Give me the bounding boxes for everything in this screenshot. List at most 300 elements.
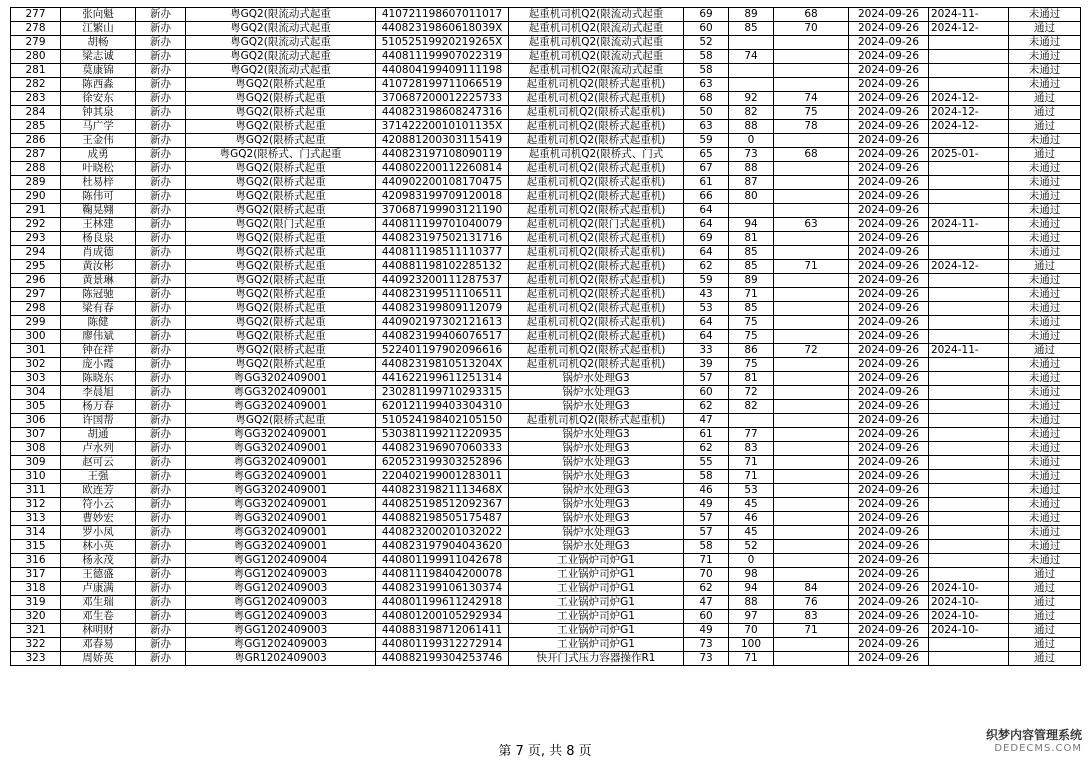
cell-cert-no: 粤GG3202409001 (186, 386, 376, 400)
cell-score-2 (729, 78, 774, 92)
cell-score-2: 82 (729, 400, 774, 414)
table-row (11, 274, 1081, 288)
cell-score-2: 85 (729, 246, 774, 260)
cell-type: 新办 (136, 190, 186, 204)
cell-seq: 285 (11, 120, 61, 134)
cell-seq: 283 (11, 92, 61, 106)
cell-exam-date: 2024-09-26 (849, 414, 929, 428)
cell-id-number: 37142220010101135X (376, 120, 509, 134)
cell-result: 未通过 (1009, 330, 1081, 344)
cell-result: 通过 (1009, 92, 1081, 106)
cell-type: 新办 (136, 232, 186, 246)
cell-score-1: 47 (684, 414, 729, 428)
cell-type: 新办 (136, 610, 186, 624)
table-row (11, 554, 1081, 568)
cell-seq: 322 (11, 638, 61, 652)
cell-exam-date: 2024-09-26 (849, 386, 929, 400)
cell-score-2: 94 (729, 582, 774, 596)
cell-exam-item: 起重机司机Q2(限桥式起重机) (509, 92, 684, 106)
cell-seq: 284 (11, 106, 61, 120)
table-row (11, 596, 1081, 610)
cell-cert-no: 粤GG3202409001 (186, 372, 376, 386)
cell-id-number: 440801199911042678 (376, 554, 509, 568)
cell-name: 胡通 (61, 428, 136, 442)
cell-score-2: 100 (729, 638, 774, 652)
cell-score-2: 88 (729, 120, 774, 134)
table-row (11, 260, 1081, 274)
cell-seq: 293 (11, 232, 61, 246)
cell-score-3 (774, 232, 849, 246)
cell-id-number: 440823199106130374 (376, 582, 509, 596)
cell-type: 新办 (136, 372, 186, 386)
cell-result: 通过 (1009, 624, 1081, 638)
cell-name: 王德盛 (61, 568, 136, 582)
cell-issue-date (929, 134, 1009, 148)
cell-issue-date: 2024-10- (929, 596, 1009, 610)
cell-score-1: 69 (684, 232, 729, 246)
cell-cert-no: 粤GG3202409001 (186, 428, 376, 442)
table-row (11, 484, 1081, 498)
cell-issue-date (929, 414, 1009, 428)
cell-score-3 (774, 568, 849, 582)
cell-seq: 307 (11, 428, 61, 442)
cell-exam-date: 2024-09-26 (849, 64, 929, 78)
cell-id-number: 230281199710293315 (376, 386, 509, 400)
cell-exam-item: 起重机司机Q2(限桥式起重机) (509, 78, 684, 92)
cell-exam-item: 起重机司机Q2(限桥式起重机) (509, 288, 684, 302)
cell-cert-no: 粤GQ2(限桥式起重 (186, 134, 376, 148)
cell-score-3 (774, 554, 849, 568)
cell-seq: 279 (11, 36, 61, 50)
cell-result: 未通过 (1009, 218, 1081, 232)
cell-id-number: 440811199907022319 (376, 50, 509, 64)
cell-score-3 (774, 442, 849, 456)
cell-score-3 (774, 526, 849, 540)
cell-exam-date: 2024-09-26 (849, 554, 929, 568)
cell-score-1: 64 (684, 204, 729, 218)
cell-score-1: 39 (684, 358, 729, 372)
cell-type: 新办 (136, 554, 186, 568)
cell-score-2: 81 (729, 372, 774, 386)
cell-name: 曹妙宏 (61, 512, 136, 526)
cell-score-2: 74 (729, 50, 774, 64)
cell-score-3 (774, 288, 849, 302)
cell-exam-date: 2024-09-26 (849, 470, 929, 484)
cell-score-1: 62 (684, 442, 729, 456)
cell-issue-date (929, 176, 1009, 190)
table-row (11, 36, 1081, 50)
cell-score-2 (729, 64, 774, 78)
cell-id-number: 510524198402105150 (376, 414, 509, 428)
cell-score-1: 64 (684, 330, 729, 344)
cell-cert-no: 粤GQ2(限桥式起重 (186, 358, 376, 372)
cell-seq: 300 (11, 330, 61, 344)
cell-score-1: 60 (684, 386, 729, 400)
cell-exam-date: 2024-09-26 (849, 232, 929, 246)
cell-seq: 290 (11, 190, 61, 204)
cell-cert-no: 粤GQ2(限桥式起重 (186, 288, 376, 302)
cell-score-2: 71 (729, 456, 774, 470)
cell-result: 未通过 (1009, 288, 1081, 302)
cell-exam-date: 2024-09-26 (849, 134, 929, 148)
cell-seq: 295 (11, 260, 61, 274)
cell-exam-item: 起重机司机Q2(限桥式起重机) (509, 176, 684, 190)
cell-exam-date: 2024-09-26 (849, 190, 929, 204)
cell-score-2: 85 (729, 260, 774, 274)
cell-result: 未通过 (1009, 50, 1081, 64)
table-row (11, 582, 1081, 596)
cell-cert-no: 粤GQ2(限桥式起重 (186, 246, 376, 260)
cell-name: 杨万春 (61, 400, 136, 414)
cell-score-3 (774, 64, 849, 78)
cell-issue-date (929, 302, 1009, 316)
cell-exam-item: 锅炉水处理G3 (509, 470, 684, 484)
cell-type: 新办 (136, 428, 186, 442)
cell-exam-date: 2024-09-26 (849, 442, 929, 456)
cell-id-number: 440823200201032022 (376, 526, 509, 540)
cell-score-3: 72 (774, 344, 849, 358)
table-row (11, 512, 1081, 526)
cell-exam-item: 工业锅炉司炉G1 (509, 596, 684, 610)
cell-exam-item: 起重机司机Q2(限桥式起重机) (509, 260, 684, 274)
cell-cert-no: 粤GG1202409003 (186, 596, 376, 610)
cell-name: 廖伟斌 (61, 330, 136, 344)
cell-score-3 (774, 274, 849, 288)
cell-score-2: 45 (729, 526, 774, 540)
cell-score-3: 74 (774, 92, 849, 106)
cell-id-number: 440811199701040079 (376, 218, 509, 232)
cell-id-number: 440881198102285132 (376, 260, 509, 274)
cell-exam-item: 起重机司机Q2(限桥式起重机) (509, 358, 684, 372)
cell-score-2: 75 (729, 330, 774, 344)
cell-name: 卢水列 (61, 442, 136, 456)
cell-score-1: 70 (684, 568, 729, 582)
cell-id-number: 440823197108090119 (376, 148, 509, 162)
cell-result: 未通过 (1009, 64, 1081, 78)
cell-score-1: 61 (684, 176, 729, 190)
cell-result: 未通过 (1009, 204, 1081, 218)
cell-score-2: 94 (729, 218, 774, 232)
cell-exam-item: 起重机司机Q2(限桥式起重机) (509, 330, 684, 344)
cell-exam-date: 2024-09-26 (849, 568, 929, 582)
cell-issue-date (929, 316, 1009, 330)
cell-result: 通过 (1009, 596, 1081, 610)
cell-exam-item: 锅炉水处理G3 (509, 498, 684, 512)
cell-issue-date (929, 456, 1009, 470)
cell-seq: 314 (11, 526, 61, 540)
cell-score-3: 75 (774, 106, 849, 120)
cell-result: 未通过 (1009, 78, 1081, 92)
cell-issue-date (929, 274, 1009, 288)
cell-seq: 311 (11, 484, 61, 498)
cell-id-number: 440825198512092367 (376, 498, 509, 512)
cell-seq: 281 (11, 64, 61, 78)
cell-name: 陈晓东 (61, 372, 136, 386)
watermark-line2: DEDECMS.COM (994, 743, 1082, 754)
cell-score-3 (774, 162, 849, 176)
cell-score-1: 58 (684, 470, 729, 484)
cell-exam-item: 起重机司机Q2(限桥式起重机) (509, 302, 684, 316)
cell-score-1: 64 (684, 246, 729, 260)
cell-type: 新办 (136, 64, 186, 78)
cell-result: 未通过 (1009, 442, 1081, 456)
cell-name: 王金伟 (61, 134, 136, 148)
cell-issue-date (929, 162, 1009, 176)
cell-score-2: 77 (729, 428, 774, 442)
cell-cert-no: 粤GQ2(限桥式起重 (186, 176, 376, 190)
cell-seq: 292 (11, 218, 61, 232)
cell-cert-no: 粤GQ2(限桥式起重 (186, 260, 376, 274)
cell-score-2: 0 (729, 134, 774, 148)
cell-score-1: 33 (684, 344, 729, 358)
cell-name: 杜易梓 (61, 176, 136, 190)
cell-exam-date: 2024-09-26 (849, 92, 929, 106)
cell-seq: 303 (11, 372, 61, 386)
cell-exam-item: 锅炉水处理G3 (509, 526, 684, 540)
cell-seq: 288 (11, 162, 61, 176)
cell-name: 肖成德 (61, 246, 136, 260)
cell-result: 未通过 (1009, 498, 1081, 512)
cell-exam-item: 起重机司机Q2(限桥式起重机) (509, 134, 684, 148)
cell-score-1: 73 (684, 638, 729, 652)
cell-type: 新办 (136, 512, 186, 526)
cell-type: 新办 (136, 148, 186, 162)
cell-name: 梁有春 (61, 302, 136, 316)
cell-issue-date (929, 400, 1009, 414)
cell-exam-date: 2024-09-26 (849, 456, 929, 470)
cell-name: 陈冠驰 (61, 288, 136, 302)
cell-seq: 320 (11, 610, 61, 624)
cell-score-3 (774, 540, 849, 554)
table-row (11, 470, 1081, 484)
table-row (11, 218, 1081, 232)
cell-score-3: 78 (774, 120, 849, 134)
cell-name: 黄汝彬 (61, 260, 136, 274)
cell-id-number: 370687200012225733 (376, 92, 509, 106)
cell-name: 杨良泉 (61, 232, 136, 246)
table-row (11, 442, 1081, 456)
cell-score-1: 68 (684, 92, 729, 106)
cell-seq: 310 (11, 470, 61, 484)
cell-issue-date (929, 498, 1009, 512)
cell-score-3: 76 (774, 596, 849, 610)
cell-result: 未通过 (1009, 428, 1081, 442)
cell-exam-item: 起重机司机Q2(限桥式起重机) (509, 120, 684, 134)
cell-exam-date: 2024-09-26 (849, 400, 929, 414)
cell-cert-no: 粤GG1202409003 (186, 624, 376, 638)
cell-issue-date (929, 442, 1009, 456)
cell-exam-item: 起重机司机Q2(限桥式、门式 (509, 148, 684, 162)
cell-cert-no: 粤GG3202409001 (186, 512, 376, 526)
cell-exam-date: 2024-09-26 (849, 274, 929, 288)
cell-score-2: 73 (729, 148, 774, 162)
cell-seq: 298 (11, 302, 61, 316)
cell-score-1: 50 (684, 106, 729, 120)
cell-score-1: 46 (684, 484, 729, 498)
cell-score-1: 63 (684, 120, 729, 134)
cell-id-number: 440883198712061411 (376, 624, 509, 638)
cell-issue-date (929, 568, 1009, 582)
cell-issue-date (929, 540, 1009, 554)
cell-score-2: 89 (729, 274, 774, 288)
cell-score-2: 52 (729, 540, 774, 554)
cell-seq: 301 (11, 344, 61, 358)
cell-score-2: 70 (729, 624, 774, 638)
cell-name: 黄景琳 (61, 274, 136, 288)
cell-score-2: 97 (729, 610, 774, 624)
cell-exam-item: 起重机司机Q2(限桥式起重机) (509, 274, 684, 288)
cell-id-number: 440823196907060333 (376, 442, 509, 456)
cell-score-1: 49 (684, 498, 729, 512)
cell-score-2: 71 (729, 288, 774, 302)
cell-result: 未通过 (1009, 540, 1081, 554)
cell-cert-no: 粤GQ2(限桥式起重 (186, 274, 376, 288)
cell-name: 邓春易 (61, 638, 136, 652)
table-row (11, 302, 1081, 316)
cell-exam-item: 起重机司机Q2(限桥式起重机) (509, 162, 684, 176)
cell-score-1: 69 (684, 8, 729, 22)
cell-result: 未通过 (1009, 316, 1081, 330)
cell-cert-no: 粤GG1202409003 (186, 568, 376, 582)
cell-seq: 299 (11, 316, 61, 330)
cell-score-1: 63 (684, 78, 729, 92)
cell-seq: 306 (11, 414, 61, 428)
cell-type: 新办 (136, 36, 186, 50)
cell-cert-no: 粤GQ2(限流动式起重 (186, 64, 376, 78)
cell-cert-no: 粤GQ2(限流动式起重 (186, 8, 376, 22)
cell-score-2: 46 (729, 512, 774, 526)
cell-cert-no: 粤GQ2(限桥式、门式起重 (186, 148, 376, 162)
cell-score-1: 53 (684, 302, 729, 316)
cell-exam-date: 2024-09-26 (849, 162, 929, 176)
cell-seq: 305 (11, 400, 61, 414)
table-row (11, 386, 1081, 400)
cell-cert-no: 粤GR1202409003 (186, 652, 376, 666)
cell-cert-no: 粤GG3202409001 (186, 540, 376, 554)
cell-exam-item: 锅炉水处理G3 (509, 456, 684, 470)
cell-id-number: 51052519920219265X (376, 36, 509, 50)
cell-name: 邓生卷 (61, 610, 136, 624)
cell-score-2 (729, 36, 774, 50)
cell-type: 新办 (136, 470, 186, 484)
cell-exam-date: 2024-09-26 (849, 610, 929, 624)
table-body (11, 8, 1081, 666)
cell-type: 新办 (136, 344, 186, 358)
cell-cert-no: 粤GG1202409004 (186, 554, 376, 568)
cell-cert-no: 粤GG3202409001 (186, 400, 376, 414)
cell-result: 未通过 (1009, 414, 1081, 428)
cell-cert-no: 粤GG1202409003 (186, 582, 376, 596)
cell-type: 新办 (136, 498, 186, 512)
cell-score-2: 75 (729, 358, 774, 372)
cell-id-number: 440882199304253746 (376, 652, 509, 666)
cell-issue-date (929, 554, 1009, 568)
cell-score-2 (729, 414, 774, 428)
cell-exam-date: 2024-09-26 (849, 8, 929, 22)
cell-cert-no: 粤GG1202409003 (186, 610, 376, 624)
table-row (11, 148, 1081, 162)
cell-cert-no: 粤GQ2(限桥式起重 (186, 190, 376, 204)
cell-score-3: 84 (774, 582, 849, 596)
cell-seq: 316 (11, 554, 61, 568)
cell-exam-date: 2024-09-26 (849, 652, 929, 666)
cell-type: 新办 (136, 218, 186, 232)
cell-score-2: 89 (729, 8, 774, 22)
cell-id-number: 220402199001283011 (376, 470, 509, 484)
cell-score-1: 58 (684, 50, 729, 64)
cell-score-2: 87 (729, 176, 774, 190)
cell-exam-date: 2024-09-26 (849, 498, 929, 512)
cell-score-3 (774, 652, 849, 666)
cell-issue-date (929, 288, 1009, 302)
cell-id-number: 530381199211220935 (376, 428, 509, 442)
cell-score-2: 83 (729, 442, 774, 456)
cell-score-3: 83 (774, 610, 849, 624)
cell-issue-date (929, 484, 1009, 498)
cell-type: 新办 (136, 8, 186, 22)
cell-seq: 315 (11, 540, 61, 554)
table-row (11, 568, 1081, 582)
cell-score-1: 67 (684, 162, 729, 176)
cell-name: 罗小凤 (61, 526, 136, 540)
cell-issue-date (929, 372, 1009, 386)
cell-id-number: 440823197904043620 (376, 540, 509, 554)
cell-seq: 302 (11, 358, 61, 372)
cell-id-number: 370687199903121190 (376, 204, 509, 218)
cell-score-1: 43 (684, 288, 729, 302)
cell-score-3 (774, 372, 849, 386)
cell-id-number: 440823199511106511 (376, 288, 509, 302)
cell-name: 成勇 (61, 148, 136, 162)
cell-seq: 309 (11, 456, 61, 470)
table-row (11, 638, 1081, 652)
cell-exam-item: 工业锅炉司炉G1 (509, 638, 684, 652)
cell-cert-no: 粤GG3202409001 (186, 442, 376, 456)
cell-score-1: 64 (684, 316, 729, 330)
cell-seq: 297 (11, 288, 61, 302)
cell-type: 新办 (136, 120, 186, 134)
cell-id-number: 44082319821113468X (376, 484, 509, 498)
table-row (11, 162, 1081, 176)
cell-seq: 304 (11, 386, 61, 400)
cell-score-2: 45 (729, 498, 774, 512)
cell-issue-date: 2024-12- (929, 106, 1009, 120)
cell-score-1: 47 (684, 596, 729, 610)
cell-result: 未通过 (1009, 512, 1081, 526)
cell-id-number: 440801200105292934 (376, 610, 509, 624)
cell-result: 通过 (1009, 260, 1081, 274)
results-table (10, 7, 1081, 666)
cell-exam-item: 起重机司机Q2(限流动式起重 (509, 22, 684, 36)
cell-exam-item: 起重机司机Q2(限桥式起重机) (509, 344, 684, 358)
cell-exam-date: 2024-09-26 (849, 302, 929, 316)
cell-type: 新办 (136, 134, 186, 148)
cell-seq: 296 (11, 274, 61, 288)
cell-cert-no: 粤GQ2(限桥式起重 (186, 120, 376, 134)
cell-issue-date (929, 330, 1009, 344)
cell-result: 未通过 (1009, 246, 1081, 260)
cell-name: 周娇英 (61, 652, 136, 666)
cell-type: 新办 (136, 162, 186, 176)
cell-id-number: 440823199809112079 (376, 302, 509, 316)
cell-issue-date: 2025-01- (929, 148, 1009, 162)
cell-issue-date: 2024-11- (929, 8, 1009, 22)
table-row (11, 204, 1081, 218)
cell-score-1: 64 (684, 218, 729, 232)
cell-result: 通过 (1009, 106, 1081, 120)
cell-score-1: 57 (684, 512, 729, 526)
cell-score-3 (774, 134, 849, 148)
